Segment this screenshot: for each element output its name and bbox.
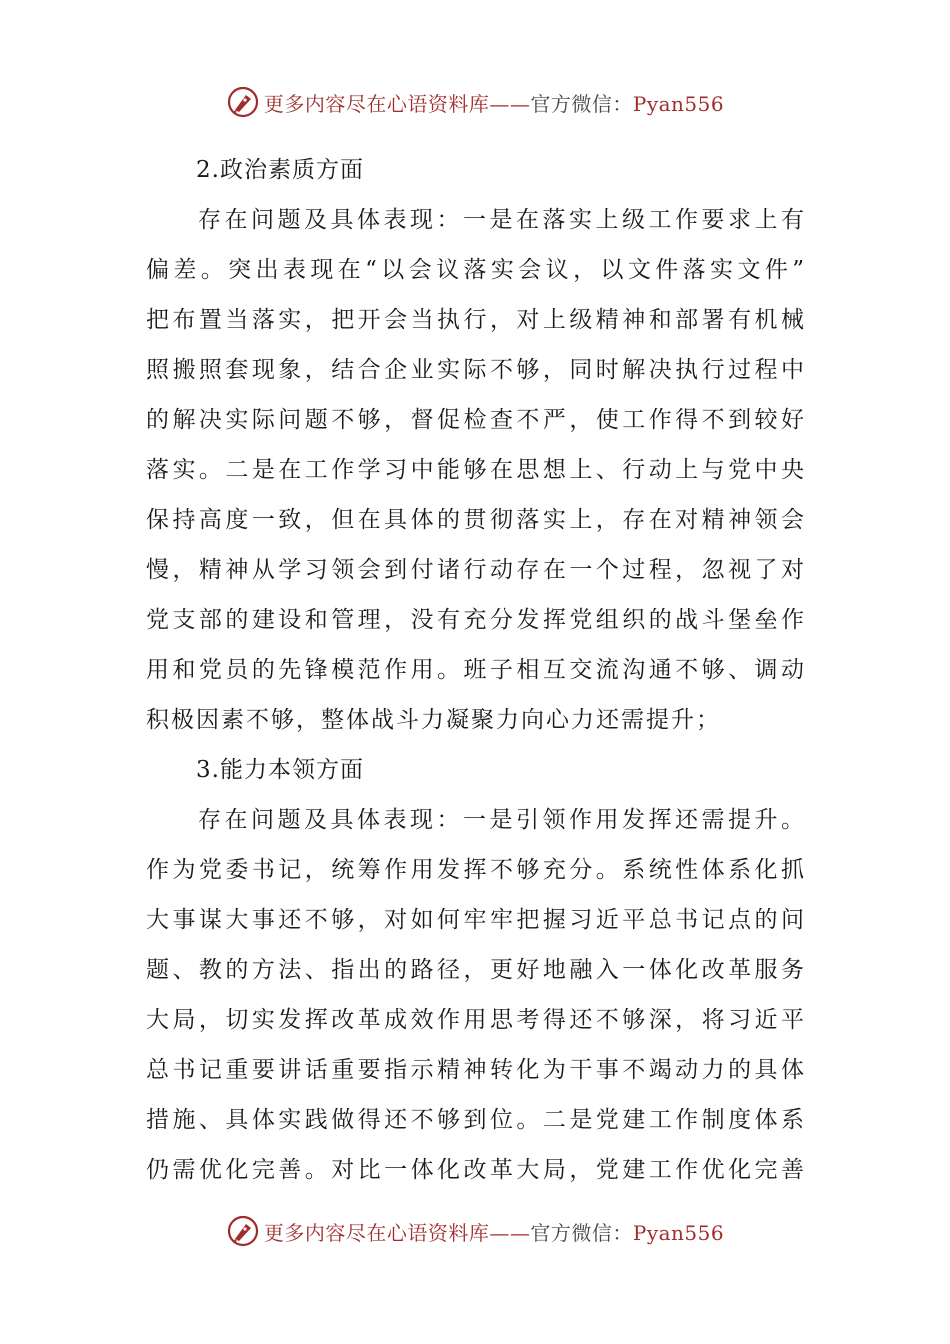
text-line: 照搬照套现象，结合企业实际不够，同时解决执行过程中 (146, 357, 806, 383)
pen-nib-logo-icon (226, 1214, 260, 1248)
watermark-text: 更多内容尽在心语资料库——官方微信：Pyan556 (263, 91, 725, 116)
text-line: 措施、具体实践做得还不够到位。二是党建工作制度体系 (146, 1107, 806, 1133)
text-line: 存在问题及具体表现：一是引领作用发挥还需提升。 (198, 807, 806, 833)
watermark-text: 更多内容尽在心语资料库——官方微信：Pyan556 (263, 1220, 725, 1245)
text-line: 慢，精神从学习领会到付诸行动存在一个过程，忽视了对 (146, 557, 806, 583)
text-line: 偏差。突出表现在“以会议落实会议，以文件落实文件” (146, 257, 806, 283)
text-line: 总书记重要讲话重要指示精神转化为干事不竭动力的具体 (146, 1057, 806, 1083)
text-line: 存在问题及具体表现：一是在落实上级工作要求上有 (198, 207, 806, 233)
text-line: 积极因素不够，整体战斗力凝聚力向心力还需提升； (146, 707, 721, 733)
text-line: 大事谋大事还不够，对如何牢牢把握习近平总书记点的问 (146, 907, 806, 933)
text-line: 作为党委书记，统筹作用发挥不够充分。系统性体系化抓 (146, 857, 806, 883)
document-body (146, 145, 806, 1195)
text-line: 题、教的方法、指出的路径，更好地融入一体化改革服务 (146, 957, 806, 983)
text-line: 把布置当落实，把开会当执行，对上级精神和部署有机械 (146, 307, 806, 333)
text-line: 保持高度一致，但在具体的贯彻落实上，存在对精神领会 (146, 507, 806, 533)
section-heading: 2.政治素质方面 (196, 157, 364, 183)
text-line: 大局，切实发挥改革成效作用思考得还不够深，将习近平 (146, 1007, 806, 1033)
text-line: 的解决实际问题不够，督促检查不严，使工作得不到较好 (146, 407, 806, 433)
text-line: 仍需优化完善。对比一体化改革大局，党建工作优化完善 (146, 1157, 806, 1183)
text-line: 用和党员的先锋模范作用。班子相互交流沟通不够、调动 (146, 657, 806, 683)
text-line: 落实。二是在工作学习中能够在思想上、行动上与党中央 (146, 457, 806, 483)
text-line: 党支部的建设和管理，没有充分发挥党组织的战斗堡垒作 (146, 607, 806, 633)
section-heading: 3.能力本领方面 (196, 757, 364, 783)
footer-watermark (0, 1211, 950, 1251)
header-watermark (0, 82, 950, 122)
pen-nib-logo-icon (226, 85, 260, 119)
